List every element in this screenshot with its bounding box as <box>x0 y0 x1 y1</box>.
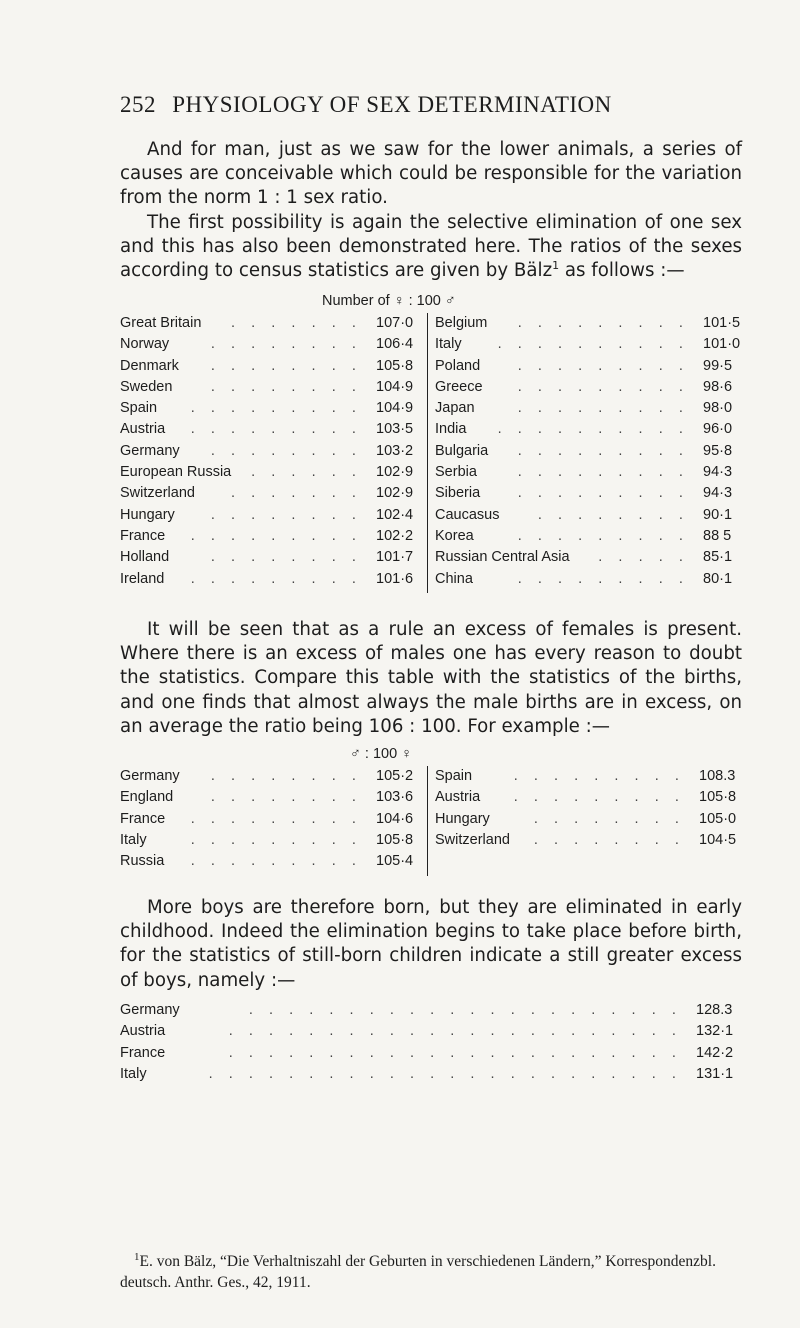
row-value: 102·4 <box>376 506 414 523</box>
row-value: 105·8 <box>376 831 414 848</box>
leader-dots: . . . . . . . . . <box>517 527 699 544</box>
row-name: Japan <box>435 400 475 417</box>
table-row <box>120 398 420 419</box>
row-value: 101·7 <box>376 549 414 566</box>
census-ratio-table <box>120 313 750 593</box>
footnote-text: E. von Bälz, “Die Verhaltniszahl der Geburten in verschiedenen Ländern,” Korrespondenzbl. deutsch. Anthr. Ges., 42, 1911. <box>120 1253 716 1291</box>
leader-dots: . . . . . . . . . . . . . . . . . . . . . . . . <box>208 1065 692 1082</box>
leader-dots: . . . . . . . . <box>210 789 372 806</box>
row-value: 101·5 <box>703 315 741 331</box>
table2-divider <box>427 766 428 876</box>
table-row <box>120 526 420 547</box>
table-row <box>120 313 420 334</box>
table2-caption: ♂ : 100 ♀ <box>350 746 413 762</box>
footnote <box>120 1251 750 1293</box>
paragraph-intro: And for man, just as we saw for the lower animals, a series of causes are conceivable which could be responsible for the variation from the norm 1 : 1 sex ratio. <box>120 139 742 209</box>
table-row <box>435 462 743 483</box>
table-row <box>120 1064 740 1085</box>
table-row <box>120 809 420 830</box>
leader-dots: . . . . . . . . . <box>190 831 372 848</box>
row-value: 103·6 <box>376 789 414 806</box>
table-row <box>435 569 743 590</box>
row-value: 104·9 <box>376 400 414 417</box>
row-value: 85·1 <box>703 549 733 566</box>
footnote-marker: 1 <box>134 1250 140 1263</box>
row-value: 105·2 <box>376 768 414 784</box>
running-title: PHYSIOLOGY OF SEX DETERMINATION <box>172 92 612 117</box>
leader-dots: . . . . . . . . . <box>190 421 372 438</box>
row-value: 104·9 <box>376 378 414 395</box>
row-value: 101·6 <box>376 570 414 587</box>
row-value: 96·0 <box>703 421 733 438</box>
leader-dots: . . . . . . . . . <box>517 442 699 459</box>
row-name: Russian Central Asia <box>435 549 570 566</box>
table2-left-column <box>120 766 420 872</box>
row-name: India <box>435 421 467 438</box>
table-row <box>120 419 420 440</box>
table2-right-column <box>435 766 743 851</box>
table-row <box>435 313 743 334</box>
paragraph-census <box>120 211 742 284</box>
table-row <box>435 334 743 355</box>
leader-dots: . . . . . . . <box>231 485 372 502</box>
table-row <box>120 787 420 808</box>
row-value: 102·9 <box>376 485 414 502</box>
row-name: Spain <box>120 400 158 417</box>
row-value: 105·8 <box>699 789 737 806</box>
leader-dots: . . . . . . . . <box>210 378 372 395</box>
page-number: 252 <box>120 92 156 117</box>
row-name: Denmark <box>120 357 179 374</box>
leader-dots: . . . . . . . . . . . . . . . . . . . . . . <box>248 1002 692 1018</box>
leader-dots: . . . . . . . . . <box>517 570 699 587</box>
leader-dots: . . . . . . . . . <box>190 527 372 544</box>
row-value: 80·1 <box>703 570 733 587</box>
row-name: Greece <box>435 378 483 395</box>
leader-dots: . . . . . . . . <box>533 831 695 848</box>
row-name: Hungary <box>120 506 175 523</box>
row-value: 104·6 <box>376 810 414 827</box>
row-name: Ireland <box>120 570 165 587</box>
table-row <box>120 569 420 590</box>
row-name: England <box>120 789 174 806</box>
row-value: 108.3 <box>699 768 736 784</box>
row-name: Germany <box>120 768 180 784</box>
leader-dots: . . . . . . . . . <box>517 485 699 502</box>
leader-dots: . . . . . . . . . <box>190 570 372 587</box>
row-name: Russia <box>120 853 165 870</box>
table-row <box>120 377 420 398</box>
leader-dots: . . . . . . . . . . <box>497 336 699 353</box>
leader-dots: . . . . . . . . . <box>190 400 372 417</box>
table1-right-column <box>435 313 743 590</box>
leader-dots: . . . . . . . <box>231 315 372 331</box>
leader-dots: . . . . . . . . . <box>513 789 695 806</box>
leader-dots: . . . . . . . . . <box>517 378 699 395</box>
row-name: Korea <box>435 527 474 544</box>
leader-dots: . . . . . . . . . <box>513 768 695 784</box>
row-value: 142·2 <box>696 1044 734 1061</box>
table-row <box>120 505 420 526</box>
row-value: 104·5 <box>699 831 737 848</box>
row-name: Norway <box>120 336 170 353</box>
leader-dots: . . . . . . . . <box>537 506 699 523</box>
table1-caption: Number of ♀ : 100 ♂ <box>322 293 456 309</box>
leader-dots: . . . . . . . . <box>210 768 372 784</box>
leader-dots: . . . . . . . . . <box>517 357 699 374</box>
leader-dots: . . . . . . <box>251 464 372 481</box>
row-value: 105·4 <box>376 853 414 870</box>
row-name: Hungary <box>435 810 490 827</box>
table3-column <box>120 1000 740 1085</box>
row-name: Austria <box>120 1023 166 1040</box>
table-row <box>435 766 743 787</box>
row-name: Siberia <box>435 485 481 502</box>
table-row <box>435 441 743 462</box>
table-row <box>435 505 743 526</box>
paragraph-census-tail: as follows :— <box>559 260 685 282</box>
running-header <box>120 92 750 118</box>
leader-dots: . . . . . . . . . <box>190 810 372 827</box>
paragraph-stillborn: More boys are therefore born, but they are eliminated in early childhood. Indeed the elimination begins to take place before birth, for the statistics of still-born children indicate a still greater excess of boys, namely :— <box>120 897 742 991</box>
row-value: 106·4 <box>376 336 414 353</box>
row-value: 103·5 <box>376 421 414 438</box>
row-name: Serbia <box>435 464 477 481</box>
row-name: Caucasus <box>435 506 500 523</box>
row-name: Italy <box>435 336 462 353</box>
row-name: Poland <box>435 357 481 374</box>
row-name: Germany <box>120 1002 180 1018</box>
leader-dots: . . . . . . . . . . . . . . . . . . . . . . . <box>228 1044 692 1061</box>
table-row <box>435 547 743 568</box>
row-name: Bulgaria <box>435 442 489 459</box>
birth-ratio-table <box>120 766 750 876</box>
row-value: 101·0 <box>703 336 741 353</box>
row-name: Austria <box>120 421 166 438</box>
row-name: Belgium <box>435 315 488 331</box>
row-name: Holland <box>120 549 170 566</box>
leader-dots: . . . . . <box>598 549 699 566</box>
table-row <box>120 334 420 355</box>
row-value: 105·8 <box>376 357 414 374</box>
row-value: 99·5 <box>703 357 733 374</box>
table-row <box>120 766 420 787</box>
row-name: Sweden <box>120 378 173 395</box>
row-name: Great Britain <box>120 315 202 331</box>
leader-dots: . . . . . . . . <box>210 357 372 374</box>
row-value: 105·0 <box>699 810 737 827</box>
row-value: 107·0 <box>376 315 414 331</box>
table-row <box>435 526 743 547</box>
row-name: France <box>120 810 166 827</box>
table-row <box>120 1043 740 1064</box>
leader-dots: . . . . . . . . . <box>517 400 699 417</box>
leader-dots: . . . . . . . . . <box>517 315 699 331</box>
row-value: 90·1 <box>703 506 733 523</box>
row-value: 132·1 <box>696 1023 734 1040</box>
footnote-ref: 1 <box>552 259 560 273</box>
table-row <box>120 1021 740 1042</box>
table-row <box>120 1000 740 1021</box>
row-name: Spain <box>435 768 473 784</box>
row-value: 94·3 <box>703 485 733 502</box>
row-name: Italy <box>120 1065 147 1082</box>
row-name: Germany <box>120 442 180 459</box>
row-name: European Russia <box>120 464 232 481</box>
leader-dots: . . . . . . . . <box>533 810 695 827</box>
leader-dots: . . . . . . . . <box>210 442 372 459</box>
row-name: France <box>120 527 166 544</box>
row-value: 103·2 <box>376 442 414 459</box>
row-name: Switzerland <box>120 485 195 502</box>
table1-divider <box>427 313 428 593</box>
row-value: 102·9 <box>376 464 414 481</box>
row-name: France <box>120 1044 166 1061</box>
row-value: 102·2 <box>376 527 414 544</box>
row-value: 95·8 <box>703 442 733 459</box>
leader-dots: . . . . . . . . . . <box>497 421 699 438</box>
table-row <box>435 377 743 398</box>
leader-dots: . . . . . . . . . <box>517 464 699 481</box>
table-row <box>435 787 743 808</box>
table-row <box>120 851 420 872</box>
table-row <box>120 356 420 377</box>
table1-left-column <box>120 313 420 590</box>
row-value: 128.3 <box>696 1002 733 1018</box>
row-value: 131·1 <box>696 1065 734 1082</box>
paragraph-census-text: The first possibility is again the selective elimination of one sex and this has also been demonstrated here. The ratios of the sexes according to census statistics are given by Bälz <box>120 212 742 282</box>
leader-dots: . . . . . . . . <box>210 506 372 523</box>
row-name: Switzerland <box>435 831 510 848</box>
table-row <box>435 356 743 377</box>
row-name: China <box>435 570 473 587</box>
table-row <box>120 462 420 483</box>
leader-dots: . . . . . . . . <box>210 549 372 566</box>
row-name: Italy <box>120 831 147 848</box>
table-row <box>120 830 420 851</box>
stillborn-ratio-table <box>120 1000 750 1090</box>
leader-dots: . . . . . . . . <box>210 336 372 353</box>
leader-dots: . . . . . . . . . <box>190 853 372 870</box>
table-row <box>435 830 743 851</box>
table-row <box>435 398 743 419</box>
table-row <box>435 419 743 440</box>
row-value: 98·0 <box>703 400 733 417</box>
row-value: 98·6 <box>703 378 733 395</box>
table-row <box>120 441 420 462</box>
paragraph-births: It will be seen that as a rule an excess of females is present. Where there is an excess of males one has every reason to doubt the statistics. Compare this table with the statistics of the births, and one finds that almost always the male births are in excess, on an average the ratio being 106 : 100. For example :— <box>120 619 742 737</box>
leader-dots: . . . . . . . . . . . . . . . . . . . . . . . <box>228 1023 692 1040</box>
table-row <box>120 547 420 568</box>
row-name: Austria <box>435 789 481 806</box>
table-row <box>435 809 743 830</box>
row-value: 88 5 <box>703 527 732 544</box>
table-row <box>120 483 420 504</box>
table-row <box>435 483 743 504</box>
row-value: 94·3 <box>703 464 733 481</box>
